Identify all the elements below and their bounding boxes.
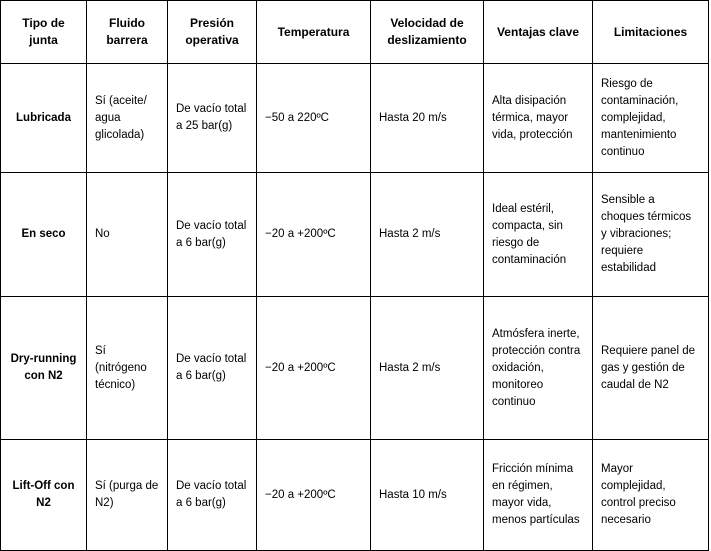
table-cell: Sensible a choques térmicos y vibraciones; requiere estabilidad	[593, 173, 709, 297]
table-cell: De vacío total a 6 bar(g)	[168, 440, 257, 551]
table-cell: −20 a +200ºC	[257, 173, 371, 297]
table-row	[1, 173, 709, 297]
header-row	[1, 1, 709, 64]
table-cell: Lift-Off con N2	[1, 440, 87, 551]
table-cell: −50 a 220ºC	[257, 64, 371, 173]
table-cell: Hasta 20 m/s	[371, 64, 484, 173]
table-cell: Sí (purga de N2)	[87, 440, 168, 551]
table-cell: Mayor complejidad, control preciso necesario	[593, 440, 709, 551]
table-cell: Fricción mínima en régimen, mayor vida, menos partículas	[484, 440, 593, 551]
table-cell: Ideal estéril, compacta, sin riesgo de contaminación	[484, 173, 593, 297]
table-cell: Sí (nitrógeno técnico)	[87, 297, 168, 440]
table-cell: Hasta 2 m/s	[371, 173, 484, 297]
table-cell: Hasta 2 m/s	[371, 297, 484, 440]
table-cell: Riesgo de contaminación, complejidad, mantenimiento continuo	[593, 64, 709, 173]
header-cell: Velocidad de deslizamiento	[371, 1, 484, 64]
header-cell: Ventajas clave	[484, 1, 593, 64]
table-cell: Requiere panel de gas y gestión de caudal de N2	[593, 297, 709, 440]
table-cell: Atmósfera inerte, protección contra oxidación, monitoreo continuo	[484, 297, 593, 440]
header-cell: Presión operativa	[168, 1, 257, 64]
header-cell: Temperatura	[257, 1, 371, 64]
table-cell: Sí (aceite/ agua glicolada)	[87, 64, 168, 173]
table-cell: No	[87, 173, 168, 297]
table-cell: En seco	[1, 173, 87, 297]
table-cell: De vacío total a 6 bar(g)	[168, 297, 257, 440]
table-row	[1, 297, 709, 440]
table-cell: Hasta 10 m/s	[371, 440, 484, 551]
table-cell: Alta disipación térmica, mayor vida, protección	[484, 64, 593, 173]
table-cell: −20 a +200ºC	[257, 440, 371, 551]
table-cell: −20 a +200ºC	[257, 297, 371, 440]
header-cell: Tipo de junta	[1, 1, 87, 64]
table-cell: De vacío total a 6 bar(g)	[168, 173, 257, 297]
table-cell: De vacío total a 25 bar(g)	[168, 64, 257, 173]
table-row	[1, 64, 709, 173]
header-cell: Limitaciones	[593, 1, 709, 64]
table-row	[1, 440, 709, 551]
table-cell: Dry-running con N2	[1, 297, 87, 440]
header-cell: Fluido barrera	[87, 1, 168, 64]
table-cell: Lubricada	[1, 64, 87, 173]
